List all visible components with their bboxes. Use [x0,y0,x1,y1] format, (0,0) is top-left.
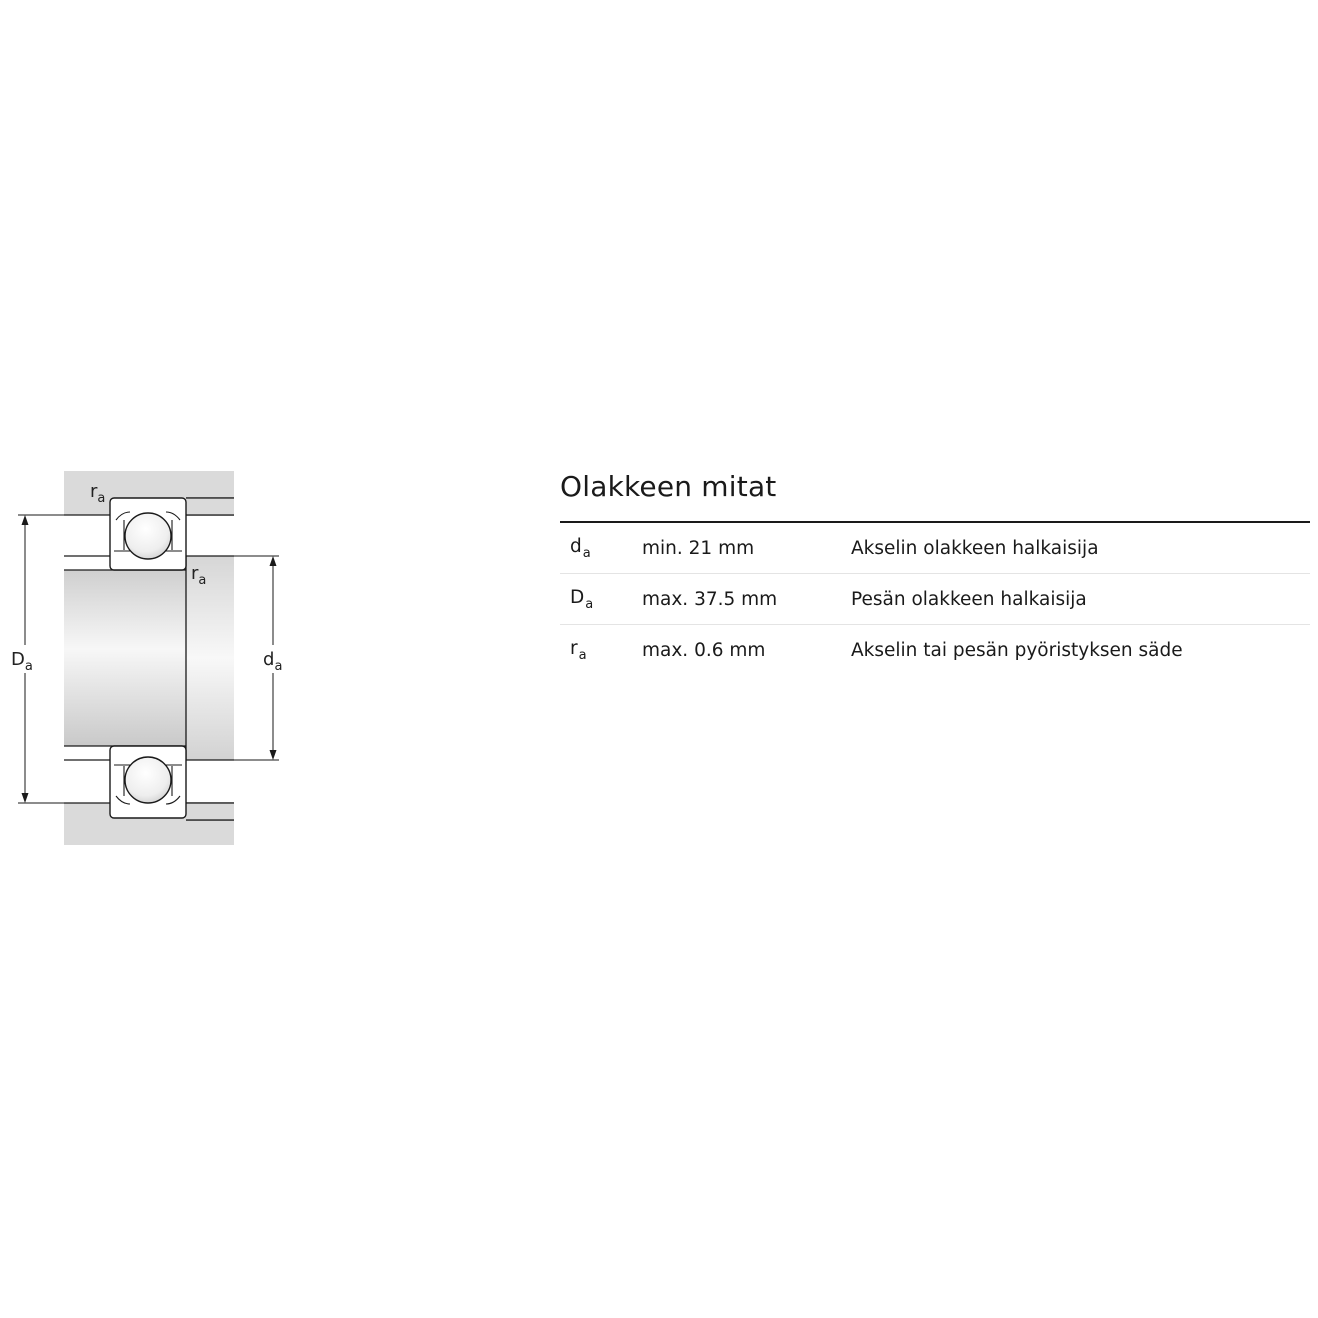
value-cell: min. 21 mm [642,537,755,559]
panel-title: Olakkeen mitat [560,470,777,503]
description-cell: Akselin olakkeen halkaisija [851,537,1099,559]
value-cell: max. 37.5 mm [642,588,778,610]
label-da: $d_a$ [263,649,283,674]
table-row [560,523,1310,574]
shaft [64,570,186,746]
ball-top [125,513,171,559]
label-Da: $D_a$ [11,649,33,674]
symbol-cell: $r_a$ [570,637,587,663]
value-cell: max. 0.6 mm [642,639,766,661]
symbol-cell: $D_a$ [570,586,594,612]
ball-bottom [125,757,171,803]
table-row [560,574,1310,625]
bearing-top [110,498,186,570]
bearing-abutment-diagram [0,0,300,900]
symbol-cell: $d_a$ [570,535,591,561]
description-cell: Akselin tai pesän pyöristyksen säde [851,639,1183,661]
label-ra-mid: $r_a$ [191,563,207,588]
description-cell: Pesän olakkeen halkaisija [851,588,1087,610]
abutment-dimensions-panel [560,470,1310,675]
bearing-bottom [110,746,186,818]
bore-gap [186,556,234,760]
dimensions-table [560,523,1310,675]
label-ra-top: $r_a$ [90,481,106,506]
table-row [560,625,1310,675]
